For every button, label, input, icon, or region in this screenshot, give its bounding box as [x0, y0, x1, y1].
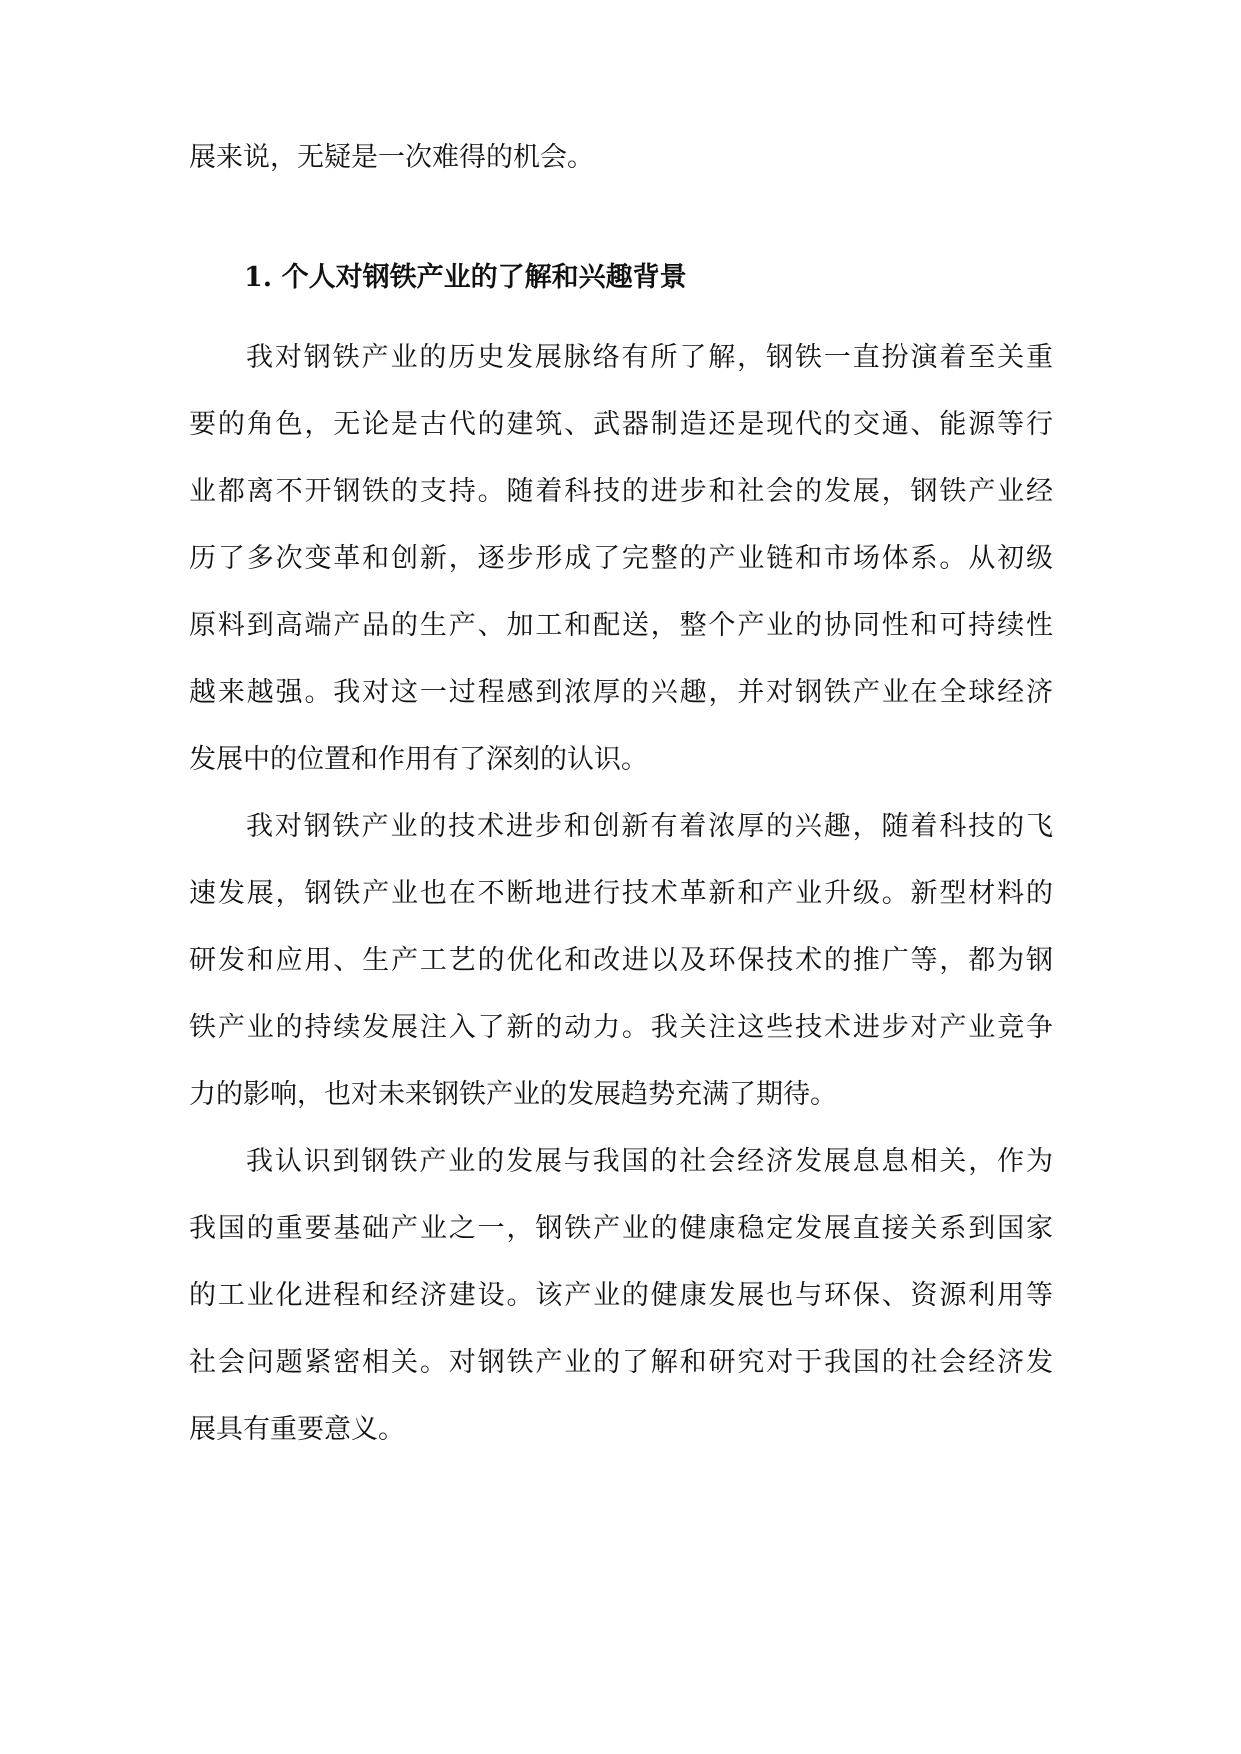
section-heading: 1. 个人对钢铁产业的了解和兴趣背景 — [244, 262, 687, 293]
paragraph-1-line-4: 历了多次变革和创新，逐步形成了完整的产业链和市场体系。从初级 — [189, 543, 1053, 574]
paragraph-3-line-3: 的工业化进程和经济建设。该产业的健康发展也与环保、资源利用等 — [189, 1280, 1053, 1311]
paragraph-2-line-1: 我对钢铁产业的技术进步和创新有着浓厚的兴趣，随着科技的飞 — [246, 811, 1053, 842]
paragraph-1-line-5: 原料到高端产品的生产、加工和配送，整个产业的协同性和可持续性 — [189, 610, 1053, 641]
paragraph-3-line-1: 我认识到钢铁产业的发展与我国的社会经济发展息息相关，作为 — [246, 1146, 1053, 1177]
paragraph-3-line-2: 我国的重要基础产业之一，钢铁产业的健康稳定发展直接关系到国家 — [189, 1213, 1053, 1244]
paragraph-1-line-2: 要的角色，无论是古代的建筑、武器制造还是现代的交通、能源等行 — [189, 409, 1053, 440]
paragraph-2-line-2: 速发展，钢铁产业也在不断地进行技术革新和产业升级。新型材料的 — [189, 878, 1053, 909]
paragraph-2-line-5: 力的影响，也对未来钢铁产业的发展趋势充满了期待。 — [189, 1079, 837, 1110]
paragraph-3-line-5: 展具有重要意义。 — [189, 1414, 405, 1445]
paragraph-2-line-3: 研发和应用、生产工艺的优化和改进以及环保技术的推广等，都为钢 — [189, 945, 1053, 976]
paragraph-3-line-4: 社会问题紧密相关。对钢铁产业的了解和研究对于我国的社会经济发 — [189, 1347, 1053, 1378]
paragraph-1-line-1: 我对钢铁产业的历史发展脉络有所了解，钢铁一直扮演着至关重 — [246, 342, 1053, 373]
intro-tail-line: 展来说，无疑是一次难得的机会。 — [189, 142, 594, 173]
paragraph-1-line-6: 越来越强。我对这一过程感到浓厚的兴趣，并对钢铁产业在全球经济 — [189, 677, 1053, 708]
paragraph-2-line-4: 铁产业的持续发展注入了新的动力。我关注这些技术进步对产业竞争 — [189, 1012, 1053, 1043]
paragraph-1-line-3: 业都离不开钢铁的支持。随着科技的进步和社会的发展，钢铁产业经 — [189, 476, 1053, 507]
paragraph-1-line-7: 发展中的位置和作用有了深刻的认识。 — [189, 744, 648, 775]
